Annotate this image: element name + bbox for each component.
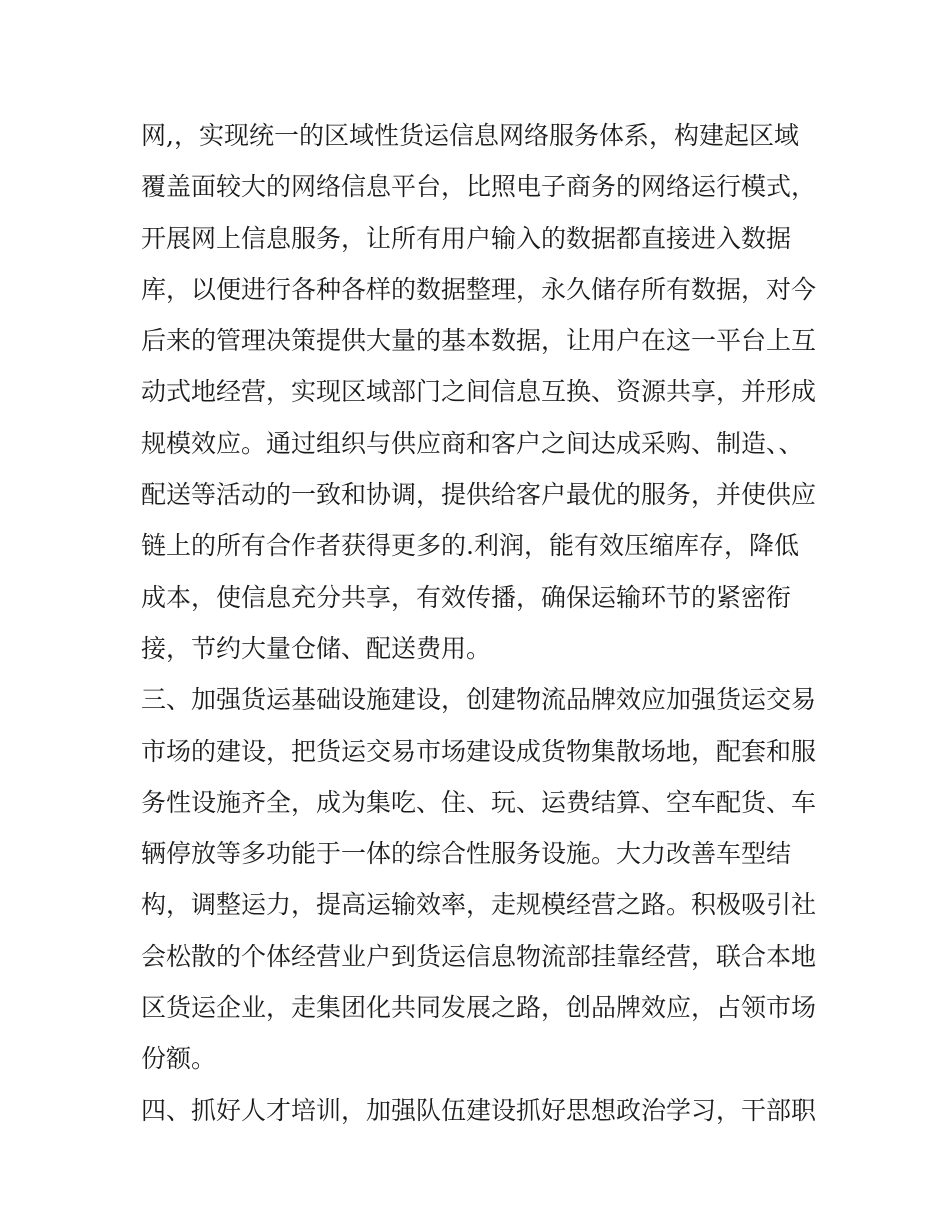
text-line: 开展网上信息服务，让所有用户输入的数据都直接进入数据 (141, 223, 792, 253)
text-line: 份额。 (141, 1044, 217, 1074)
text-line: 规模效应。通过组织与供应商和客户之间达成采购、制造、、 (141, 428, 804, 458)
text-line: 后来的管理决策提供大量的基本数据，让用户在这一平台上互 (141, 326, 817, 356)
text-line: 辆停放等多功能于一体的综合性服务设施。大力改善车型结 (141, 839, 792, 869)
section-heading-line: 三、加强货运基础设施建设，创建物流品牌效应加强货运交易 (141, 685, 817, 715)
text-line: 务性设施齐全，成为集吃、住、玩、运费结算、空车配货、车 (141, 787, 817, 817)
text-line: 接，节约大量仓储、配送费用。 (141, 633, 492, 663)
text-line: 覆盖面较大的网络信息平台，比照电子商务的网络运行模式， (141, 172, 817, 202)
text-line: 网,，实现统一的区域性货运信息网络服务体系，构建起区域 (141, 121, 799, 150)
text-line: 市场的建设，把货运交易市场建设成货物集散场地，配套和服 (141, 736, 817, 766)
text-line: 库，以便进行各种各样的数据整理，永久储存所有数据，对今 (141, 274, 817, 304)
document-body (141, 110, 821, 1136)
text-line: 动式地经营，实现区域部门之间信息互换、资源共享，并形成 (141, 377, 817, 407)
text-line: 配送等活动的一致和协调，提供给客户最优的服务，并使供应 (141, 480, 817, 510)
section-heading-line: 四、抓好人才培训，加强队伍建设抓好思想政治学习，干部职 (141, 1095, 817, 1125)
text-line: 区货运企业，走集团化共同发展之路，创品牌效应，占领市场 (141, 993, 817, 1023)
text-line: 会松散的个体经营业户到货运信息物流部挂靠经营，联合本地 (141, 941, 817, 971)
text-line: 构，调整运力，提高运输效率，走规模经营之路。积极吸引社 (141, 890, 817, 920)
text-line: 成本，使信息充分共享，有效传播，确保运输环节的紧密衔 (141, 582, 792, 612)
text-line: 链上的所有合作者获得更多的.利润，能有效压缩库存，降低 (141, 531, 799, 561)
